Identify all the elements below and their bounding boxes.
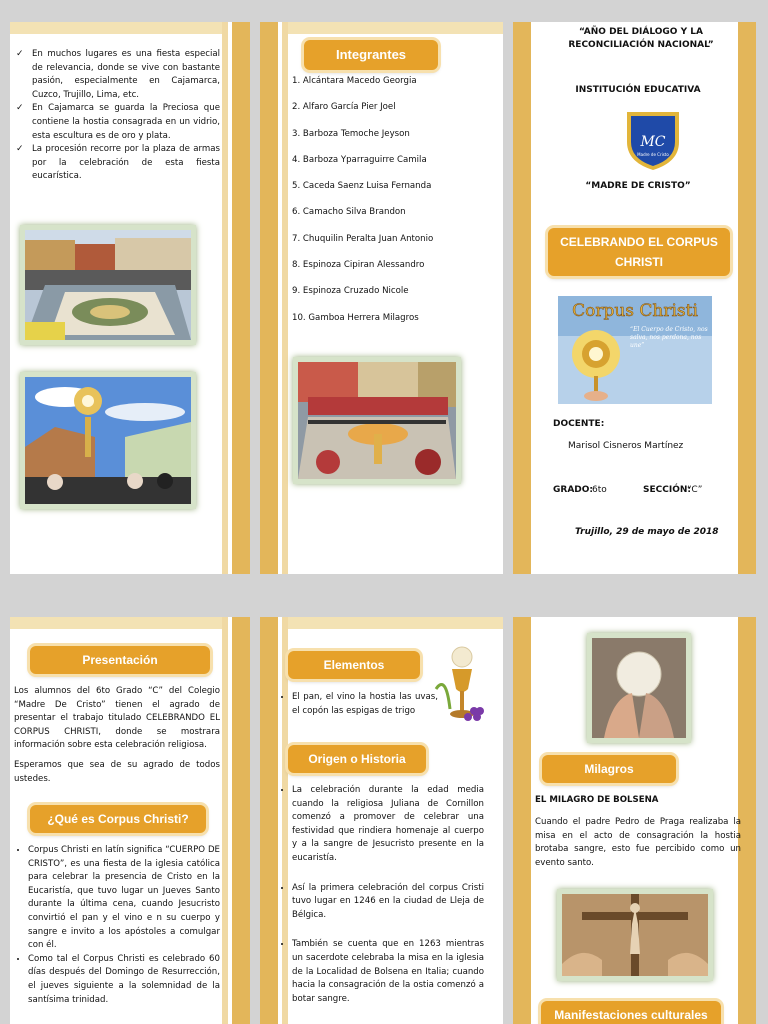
list-item: • Así la primera celebración del corpus Cristi tuvo lugar en 1246 en la ciudad de Lleja de Bélgica. — [292, 882, 484, 923]
panel1-list — [14, 48, 220, 184]
side-band — [260, 617, 278, 1024]
crucifix-photo — [557, 889, 713, 981]
date-line: Trujillo, 29 de mayo de 2018 — [575, 527, 719, 537]
elements-heading: Elementos — [288, 651, 420, 679]
list-item: • Como tal el Corpus Christi es celebrado 60 días después del Domingo de Resurrección, el jueves siguiente a la solemnidad de la santísima trinidad. — [28, 953, 220, 1007]
panel-middle-top — [260, 22, 503, 574]
street-carpet-photo — [20, 225, 196, 345]
list-item: 8. Espinoza Cipiran Alessandro — [292, 260, 425, 271]
list-item: 1. Alcántara Macedo Georgia — [292, 76, 417, 86]
miracle-text: Cuando el padre Pedro de Praga realizaba la misa en el acto de consagración la hostia brotaba sangre, esto fue percibido como un evento santo. — [535, 817, 741, 868]
members-list — [292, 75, 498, 338]
list-item: ✓ En muchos lugares es una fiesta especial de relevancia, donde se vive con bastante pasión, especialmente en Cajamarca, Cuzco, Trujillo, Lima, etc. — [14, 48, 220, 102]
side-band — [232, 22, 250, 574]
presentation-text — [14, 685, 220, 792]
list-item: 6. Camacho Silva Brandon — [292, 207, 406, 218]
side-band-inner — [282, 22, 288, 574]
list-item: ✓ En Cajamarca se guarda la Preciosa que contiene la hostia consagrada en un vidrio, esta escultura es de oro y plata. — [14, 102, 220, 143]
panel-left-top — [10, 22, 250, 574]
members-heading: Integrantes — [304, 40, 438, 70]
panel-left-bottom — [10, 617, 250, 1024]
chalice-icon — [432, 639, 492, 729]
institution-label: INSTITUCIÓN EDUCATIVA — [575, 85, 701, 95]
brochure-title: CELEBRANDO EL CORPUS CHRISTI — [548, 228, 730, 276]
top-band — [285, 617, 503, 629]
crest-text: Madre de Cristo — [637, 152, 669, 157]
top-band — [10, 22, 225, 34]
list-item: 10. Gamboa Herrera Milagros — [292, 312, 419, 323]
cultural-heading: Manifestaciones culturales — [541, 1001, 721, 1024]
side-band — [232, 617, 250, 1024]
school-crest — [625, 108, 681, 172]
side-band — [513, 617, 531, 1024]
list-item: ✓ La procesión recorre por la plaza de armas por la celebración de esta fiesta eucarística. — [14, 143, 220, 184]
procession-carpet-photo — [293, 357, 461, 484]
side-band-inner — [222, 22, 228, 574]
side-band — [260, 22, 278, 574]
list-item: 3. Barboza Temoche Jeyson — [292, 128, 410, 139]
panel-right-bottom — [513, 617, 756, 1024]
miracle-subtitle: EL MILAGRO DE BOLSENA — [535, 795, 659, 805]
list-item: 5. Caceda Saenz Luisa Fernanda — [292, 181, 432, 192]
side-band — [513, 22, 531, 574]
section-label: SECCIÓN: — [643, 485, 691, 495]
what-is-heading: ¿Qué es Corpus Christi? — [30, 805, 206, 833]
school-name: “MADRE DE CRISTO” — [585, 181, 691, 191]
list-item: 2. Alfaro García Pier Joel — [292, 102, 396, 113]
elements-list — [278, 691, 438, 726]
history-heading: Origen o Historia — [288, 745, 426, 773]
side-band-inner — [222, 617, 228, 1024]
history-list — [278, 784, 484, 1014]
top-band — [285, 22, 503, 34]
corpus-christi-banner — [558, 296, 712, 404]
list-item: 9. Espinoza Cruzado Nicole — [292, 286, 409, 297]
teacher-name: Marisol Cisneros Martínez — [568, 441, 684, 451]
list-item: 7. Chuquilin Peralta Juan Antonio — [292, 233, 434, 244]
list-item: • La celebración durante la edad media cuando la religiosa Juliana de Cornillon comenzó a promover de celebrar una festividad que rindiera homenaje al cuerpo y a la sangre de Jesucristo presente en la eucaristía. — [292, 784, 484, 866]
top-band — [10, 617, 225, 629]
list-item: • El pan, el vino la hostia las uvas, el copón las espigas de trigo — [292, 691, 438, 718]
crest-letters: MC — [640, 134, 666, 150]
year-motto: “AÑO DEL DIÁLOGO Y LA RECONCILIACIÓN NACIONAL” — [568, 27, 714, 50]
banner-caption: “El Cuerpo de Cristo, nos salva, nos perdona, nos une” — [630, 326, 708, 349]
grade-label: GRADO: — [553, 485, 594, 495]
panel-right-top — [513, 22, 756, 574]
list-item: • También se cuenta que en 1263 mientras un sacerdote celebraba la misa en la iglesia de la Localidad de Bolsena en Italia; cuando hacia la consagración de la ostia comenzó a botar sangre. — [292, 938, 484, 1006]
banner-title: Corpus Christi — [572, 301, 698, 321]
grade-value: 6to — [592, 485, 607, 495]
hands-host-photo — [587, 633, 691, 743]
section-value: “C” — [687, 485, 703, 495]
panel-middle-bottom — [260, 617, 503, 1024]
list-item: 4. Barboza Yparraguirre Camila — [292, 154, 427, 165]
miracles-heading: Milagros — [542, 755, 676, 783]
presentation-paragraph: Los alumnos del 6to Grado “C” del Colegio “Madre De Cristo” tienen el agrado de presentar el trabajo titulado CELEBRANDO EL CORPUS CHRISTI, donde se mostrara información sobre esta celebración religiosa. — [14, 686, 220, 751]
presentation-heading: Presentación — [30, 646, 210, 674]
list-item: • Corpus Christi en latín significa “CUERPO DE CRISTO”, es una fiesta de la iglesia católica para celebrar la presencia de Cristo en la Eucaristía, que tuvo lugar un Jueves Santo durante la última cena, cuando Jesucristo convirtió el pan y el vino e n su cuerpo y sangre e invito a los apóstoles a comulgar con él. — [28, 844, 220, 953]
monstrance-procession-photo — [20, 372, 196, 509]
what-is-list — [14, 844, 220, 1015]
side-band-right — [738, 22, 756, 574]
teacher-label: DOCENTE: — [553, 419, 605, 429]
presentation-paragraph-2: Esperamos que sea de su agrado de todos ustedes. — [14, 759, 220, 784]
